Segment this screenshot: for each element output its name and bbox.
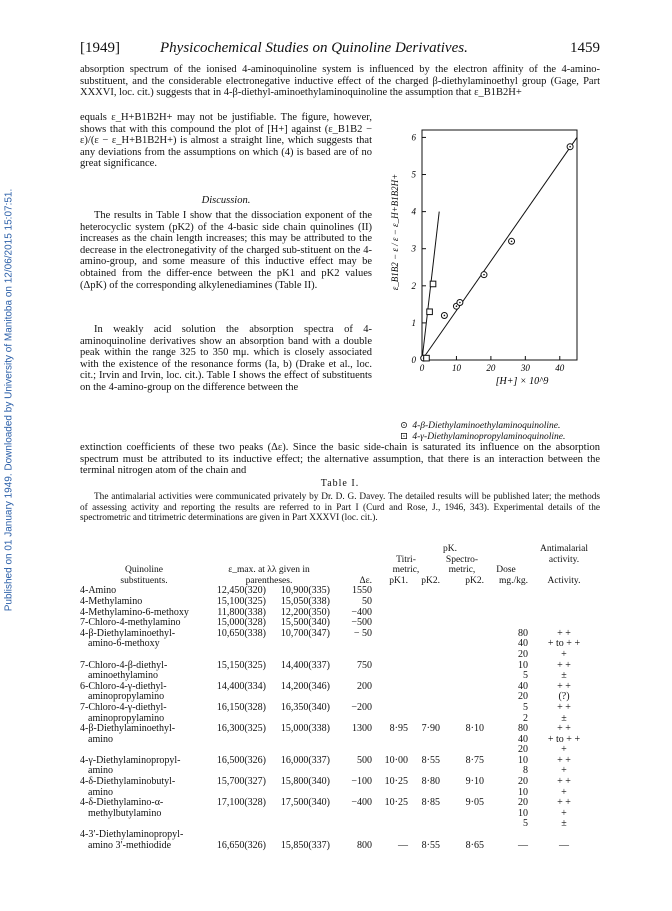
cell-sub: 4-β-Diethylaminoethyl- — [80, 627, 176, 639]
cell-e2: 15,000(338) — [280, 723, 330, 735]
x-tick-label: 30 — [520, 363, 530, 373]
table-row — [80, 650, 600, 661]
cell-pk2s — [440, 650, 484, 661]
plot-frame — [422, 130, 577, 360]
cell-dose: 5 — [523, 818, 528, 830]
cell-e2: 14,200(346) — [280, 680, 330, 692]
cell-de: −200 — [351, 701, 372, 713]
cell-pk2: 8·55 — [421, 754, 440, 766]
paragraph-bottom: extinction coefficients of these two peaks (Δε). Since the basic side-chain is saturated its influence on the absorption spectrum must be attributed to its inductive effect; the alternative assumption, that there is an interaction between the terminal nitrogen atom of the chain and — [80, 442, 600, 477]
table-row — [80, 756, 600, 767]
y-tick-label: 0 — [411, 355, 416, 365]
cell-pk2s: 8·10 — [465, 723, 484, 735]
cell-pk2: 8·85 — [421, 797, 440, 809]
cell-pk1: 10·25 — [384, 776, 408, 788]
header-parentheses: parentheses. — [245, 575, 293, 586]
header-titri: Titri- — [396, 554, 416, 565]
cell-pk1 — [372, 809, 408, 820]
cell-act: + — [561, 786, 567, 798]
cell-act: + — [561, 765, 567, 777]
cell-e2: 17,500(340) — [280, 797, 330, 809]
x-tick-label: 0 — [419, 363, 425, 373]
data-point-center — [456, 305, 458, 307]
cell-dose: 8 — [523, 765, 528, 777]
cell-act: + + — [557, 776, 571, 788]
data-point-square — [424, 355, 430, 361]
cell-e2: 15,850(337) — [280, 839, 330, 851]
paragraph-figure-description: equals ε_H+B1B2H+ may not be justifiable. The figure, however, shows that with this compound the plot of [H+] against (ε_B1B2 − ε)/(ε − ε_H+B1B2H+) is almost a straight line, which suggests that any deviations from the assumptions on which (4) is based are of no great significance. — [80, 112, 372, 170]
cell-dose: 20 — [518, 648, 528, 660]
y-tick-label: 5 — [411, 169, 416, 180]
cell-pk2s — [440, 661, 484, 672]
cell-pk1: 10·25 — [384, 797, 408, 809]
cell-pk2s — [440, 629, 484, 640]
cell-dose: 10 — [518, 659, 528, 671]
table-note: The antimalarial activities were communicated privately by Dr. D. G. Davey. The detailed results will be published later; the methods of assessing activity and reporting the results are referred to in Part I (Curd and Rose, J., 1946, 343). Experimental details of the spectrometric and titrimetric determinations are given in Part XXXVI (loc. cit.). — [80, 492, 600, 523]
cell-pk1 — [372, 597, 408, 608]
data-point-center — [483, 274, 485, 276]
cell-pk2s: 9·10 — [465, 776, 484, 788]
header-activity-col: Activity. — [547, 575, 581, 586]
cell-pk2s — [440, 586, 484, 597]
cell-sub: 4-Methylamino — [80, 595, 143, 607]
header-delta-e: Δε. — [359, 575, 372, 586]
cell-sub: 7-Chloro-4-methylamino — [80, 617, 181, 629]
cell-dose: 40 — [518, 733, 528, 745]
cell-act — [528, 608, 600, 619]
data-point-center — [569, 146, 571, 148]
cell-de: 1550 — [352, 585, 372, 597]
cell-de: 500 — [357, 754, 372, 766]
cell-e1: 11,800(338) — [217, 606, 266, 618]
header-page-number: 1459 — [570, 40, 600, 56]
cell-pk2 — [408, 661, 440, 672]
header-dose: Dose — [496, 565, 516, 576]
cell-e2 — [266, 735, 330, 746]
cell-de: 200 — [357, 680, 372, 692]
cell-dose: 10 — [518, 807, 528, 819]
cell-e1 — [208, 819, 266, 830]
cell-sub — [80, 650, 208, 661]
cell-e1: 15,700(327) — [216, 776, 266, 788]
cell-pk2s — [440, 671, 484, 682]
cell-dose — [484, 586, 528, 597]
cell-pk2 — [408, 639, 440, 650]
cell-act — [528, 597, 600, 608]
cell-pk1 — [372, 682, 408, 693]
cell-e1 — [208, 639, 266, 650]
cell-dose — [484, 597, 528, 608]
cell-e2: 10,900(335) — [280, 585, 330, 597]
cell-de: −400 — [351, 606, 372, 618]
cell-e1: 15,150(325) — [216, 659, 266, 671]
cell-act: + + — [557, 627, 571, 639]
y-tick-label: 1 — [411, 317, 416, 328]
cell-pk2 — [408, 618, 440, 629]
cell-de: − 50 — [353, 627, 372, 639]
cell-dose: 20 — [518, 691, 528, 703]
figure-plot — [392, 122, 592, 422]
cell-sub: aminopropylamino — [88, 712, 165, 724]
cell-act: + to + + — [547, 733, 581, 745]
cell-dose — [484, 608, 528, 619]
header-metric1: metric, — [392, 565, 420, 576]
cell-de: 750 — [357, 659, 372, 671]
cell-dose: 40 — [518, 638, 528, 650]
cell-sub: 6-Chloro-4-γ-diethyl- — [80, 680, 167, 692]
cell-sub: amino — [88, 733, 113, 745]
header-title: Physicochemical Studies on Quinoline Derivatives. — [160, 40, 468, 56]
cell-de — [330, 650, 372, 661]
cell-de: 1300 — [352, 723, 372, 735]
cell-sub: aminopropylamino — [88, 691, 165, 703]
cell-dose: 5 — [523, 670, 528, 682]
cell-e2: 15,500(340) — [280, 617, 330, 629]
cell-sub: amino — [88, 765, 113, 777]
cell-pk2 — [408, 629, 440, 640]
paragraph-top: absorption spectrum of the ionised 4-aminoquinoline system is influenced by the electron affinity of the 4-amino-substituent, and the considerable electronegative inductive effect of the charged β-diethylaminoethyl group (Gage, Part XXXVI, loc. cit.) suggests that in 4-β-diethyl-aminoethylaminoquinoline the assumption that ε_B1B2H+ — [80, 64, 600, 99]
cell-e2 — [266, 650, 330, 661]
cell-pk2 — [408, 819, 440, 830]
header-spectro: Spectro- — [445, 554, 479, 565]
cell-act: + + — [557, 659, 571, 671]
cell-dose: 10 — [518, 786, 528, 798]
cell-sub: 4-β-Diethylaminoethyl- — [80, 723, 176, 735]
x-axis-label: [H+] × 10^9 — [495, 376, 549, 387]
cell-pk2s — [440, 618, 484, 629]
cell-pk2s — [440, 682, 484, 693]
cell-pk2 — [408, 650, 440, 661]
cell-pk2s — [440, 703, 484, 714]
header-antimalarial: Antimalarial — [539, 544, 588, 554]
cell-e2 — [266, 639, 330, 650]
cell-act: + — [561, 744, 567, 756]
cell-pk2 — [408, 682, 440, 693]
cell-pk2 — [408, 671, 440, 682]
cell-de — [330, 639, 372, 650]
paragraph-absorption: In weakly acid solution the absorption spectra of 4-aminoquinoline derivatives show an absorption band with a double peak within the range 325 to 350 mμ. which is closely associated with the existence of the resonance forms (Ia, b) (Drake et al., loc. cit.; Irvin and Irvin, loc. cit.). Table I shows the effect of substituents on the 4-amino-group on the difference between the — [80, 324, 372, 393]
table-row — [80, 703, 600, 714]
cell-e2: 15,800(340) — [280, 776, 330, 788]
cell-sub: 7-Chloro-4-γ-diethyl- — [80, 701, 167, 713]
cell-pk2s — [440, 597, 484, 608]
cell-pk2 — [408, 586, 440, 597]
cell-e2: 16,000(337) — [280, 754, 330, 766]
cell-pk2 — [408, 809, 440, 820]
cell-act: — — [559, 839, 569, 851]
cell-de: 800 — [357, 839, 372, 851]
cell-pk1 — [372, 671, 408, 682]
cell-pk1 — [372, 608, 408, 619]
header-quinoline: Quinoline — [125, 565, 163, 576]
cell-de: −100 — [351, 776, 372, 788]
cell-sub: 4-δ-Diethylaminobutyl- — [80, 776, 176, 788]
table-row — [80, 661, 600, 672]
cell-pk2 — [408, 735, 440, 746]
cell-act: (?) — [558, 691, 570, 703]
cell-act — [528, 586, 600, 597]
cell-dose: 20 — [518, 776, 528, 788]
header-pk2: pK2. — [421, 575, 440, 586]
x-tick-label: 20 — [486, 363, 496, 373]
cell-sub: 7-Chloro-4-β-diethyl- — [80, 659, 168, 671]
cell-sub: 4-Methylamino-6-methoxy — [80, 606, 189, 618]
fit-line-series-1 — [422, 137, 577, 360]
data-point-center — [511, 240, 513, 242]
cell-e2: 16,350(340) — [280, 701, 330, 713]
cell-act: + + — [557, 680, 571, 692]
cell-pk2s — [440, 735, 484, 746]
cell-pk2 — [408, 608, 440, 619]
cell-e2: 10,700(347) — [280, 627, 330, 639]
cell-pk2s: 9·05 — [465, 797, 484, 809]
data-point-center — [444, 315, 446, 317]
legend-item-2: ⊡ 4-γ-Diethylaminopropylaminoquinoline. — [400, 432, 566, 442]
cell-sub: 4-γ-Diethylaminopropyl- — [80, 754, 181, 766]
circle-marker-icon: ⊙ — [400, 421, 408, 431]
table-header — [80, 544, 600, 586]
header-pk: pK. — [443, 544, 457, 554]
header-pk2-spectro: pK2. — [465, 575, 484, 586]
publication-sidebar-note: Published on 01 January 1949. Downloaded by University of Manitoba on 12/06/2015 15:07:51. — [3, 188, 15, 612]
table-row — [80, 597, 600, 608]
table-row — [80, 586, 600, 597]
cell-dose: 10 — [518, 754, 528, 766]
cell-act: + — [561, 648, 567, 660]
cell-sub: amino — [88, 786, 113, 798]
cell-dose: 40 — [518, 680, 528, 692]
cell-de: −500 — [351, 617, 372, 629]
data-point-center — [459, 302, 461, 304]
cell-pk2s — [440, 819, 484, 830]
cell-pk2s — [440, 692, 484, 703]
cell-sub: amino 3′-methiodide — [88, 839, 172, 851]
cell-sub: 4-Amino — [80, 585, 117, 597]
cell-e2 — [266, 819, 330, 830]
x-tick-label: 40 — [555, 363, 565, 373]
cell-e1: 15,100(325) — [216, 595, 266, 607]
cell-e1: 16,500(326) — [216, 754, 266, 766]
cell-de — [330, 819, 372, 830]
cell-act: ± — [561, 712, 567, 724]
cell-e2 — [266, 809, 330, 820]
y-tick-label: 3 — [411, 243, 416, 254]
header-metric2: metric, — [448, 565, 476, 576]
cell-pk1 — [372, 618, 408, 629]
cell-de — [330, 809, 372, 820]
cell-pk2 — [408, 703, 440, 714]
square-marker-icon: ⊡ — [400, 432, 408, 442]
cell-dose: — — [518, 839, 528, 851]
cell-e1: 16,650(326) — [216, 839, 266, 851]
cell-e1: 15,000(328) — [216, 617, 266, 629]
cell-e2: 12,200(350) — [280, 606, 330, 618]
discussion-heading: Discussion. — [201, 195, 251, 206]
cell-pk1 — [372, 819, 408, 830]
cell-dose: 20 — [518, 744, 528, 756]
table-row — [80, 809, 600, 820]
cell-act: + + — [557, 754, 571, 766]
cell-e1: 10,650(338) — [216, 627, 266, 639]
cell-pk2 — [408, 597, 440, 608]
cell-pk2s: 8·65 — [465, 839, 484, 851]
cell-sub: methylbutylamino — [88, 807, 162, 819]
cell-act: ± — [561, 818, 567, 830]
cell-pk2: 7·90 — [421, 723, 440, 735]
legend-item-1: ⊙ 4-β-Diethylaminoethylaminoquinoline. — [400, 421, 561, 431]
header-pk1: pK1. — [389, 575, 408, 586]
cell-act: + + — [557, 701, 571, 713]
cell-pk1 — [372, 586, 408, 597]
cell-sub: 4-3′-Diethylaminopropyl- — [80, 829, 184, 841]
cell-pk1 — [372, 661, 408, 672]
cell-act: ± — [561, 670, 567, 682]
cell-pk2s — [440, 639, 484, 650]
cell-e2: 14,400(337) — [280, 659, 330, 671]
y-tick-label: 4 — [411, 206, 416, 217]
cell-pk2s — [440, 608, 484, 619]
cell-act: + + — [557, 723, 571, 735]
cell-e1 — [208, 650, 266, 661]
cell-dose: 80 — [518, 723, 528, 735]
cell-act: + + — [557, 797, 571, 809]
y-tick-label: 6 — [411, 132, 416, 143]
cell-e1: 16,300(325) — [216, 723, 266, 735]
cell-e1 — [208, 735, 266, 746]
table-row — [80, 841, 600, 852]
cell-sub: aminoethylamino — [88, 670, 158, 682]
header-substituents: substituents. — [120, 575, 168, 586]
cell-pk1 — [372, 650, 408, 661]
cell-pk2s: 8·75 — [465, 754, 484, 766]
cell-pk1 — [372, 692, 408, 703]
cell-de — [330, 735, 372, 746]
paragraph-discussion: The results in Table I show that the dissociation exponent of the heterocyclic system (pK2) of the 4-basic side chain quinolines (II) increases as the chain length increases; this may be attributed to the decrease in the electronegativity of the charged sub-stituent on the 4-amino-group, and some measure of this inductive effect may be obtained from the differ-ence between the pK1 and pK2 values (ΔpK) of the corresponding alkylenediamines (Table II). — [80, 210, 372, 291]
header-activity: activity. — [548, 554, 580, 565]
cell-e2: 15,050(338) — [280, 595, 330, 607]
cell-dose: 5 — [523, 701, 528, 713]
cell-dose: 2 — [523, 712, 528, 724]
y-tick-label: 2 — [411, 280, 416, 291]
cell-pk1 — [372, 703, 408, 714]
cell-e1: 12,450(320) — [216, 585, 266, 597]
cell-pk1 — [372, 629, 408, 640]
cell-pk1 — [372, 735, 408, 746]
table-title: Table I. — [320, 478, 360, 489]
cell-pk2s — [440, 809, 484, 820]
cell-pk1 — [372, 639, 408, 650]
data-point-square — [430, 281, 436, 287]
x-tick-label: 10 — [451, 363, 461, 373]
cell-dose: 80 — [518, 627, 528, 639]
data-table — [80, 544, 600, 851]
cell-pk1: — — [398, 839, 408, 851]
y-axis-label: ε_B1B2 − ε / ε − ε_H+B1B2H+ — [390, 173, 400, 291]
header-mgkg: mg./kg. — [498, 575, 528, 586]
cell-pk2: 8·55 — [421, 839, 440, 851]
cell-e1: 16,150(328) — [216, 701, 266, 713]
cell-e1 — [208, 809, 266, 820]
cell-pk2 — [408, 692, 440, 703]
data-point-square — [427, 309, 433, 315]
header-year: [1949] — [80, 40, 120, 56]
cell-act: + — [561, 807, 567, 819]
cell-e1: 17,100(328) — [216, 797, 266, 809]
header-emax: ε_max. at λλ given in — [228, 565, 310, 576]
cell-pk1: 8·95 — [389, 723, 408, 735]
cell-pk2: 8·80 — [421, 776, 440, 788]
cell-e1: 14,400(334) — [216, 680, 266, 692]
cell-de: 50 — [362, 595, 372, 607]
cell-de: −400 — [351, 797, 372, 809]
cell-pk1: 10·00 — [384, 754, 408, 766]
cell-act: + to + + — [547, 638, 581, 650]
cell-dose: 20 — [518, 797, 528, 809]
cell-sub: 4-δ-Diethylamino-α- — [80, 797, 164, 809]
cell-sub: amino-6-methoxy — [88, 638, 160, 650]
